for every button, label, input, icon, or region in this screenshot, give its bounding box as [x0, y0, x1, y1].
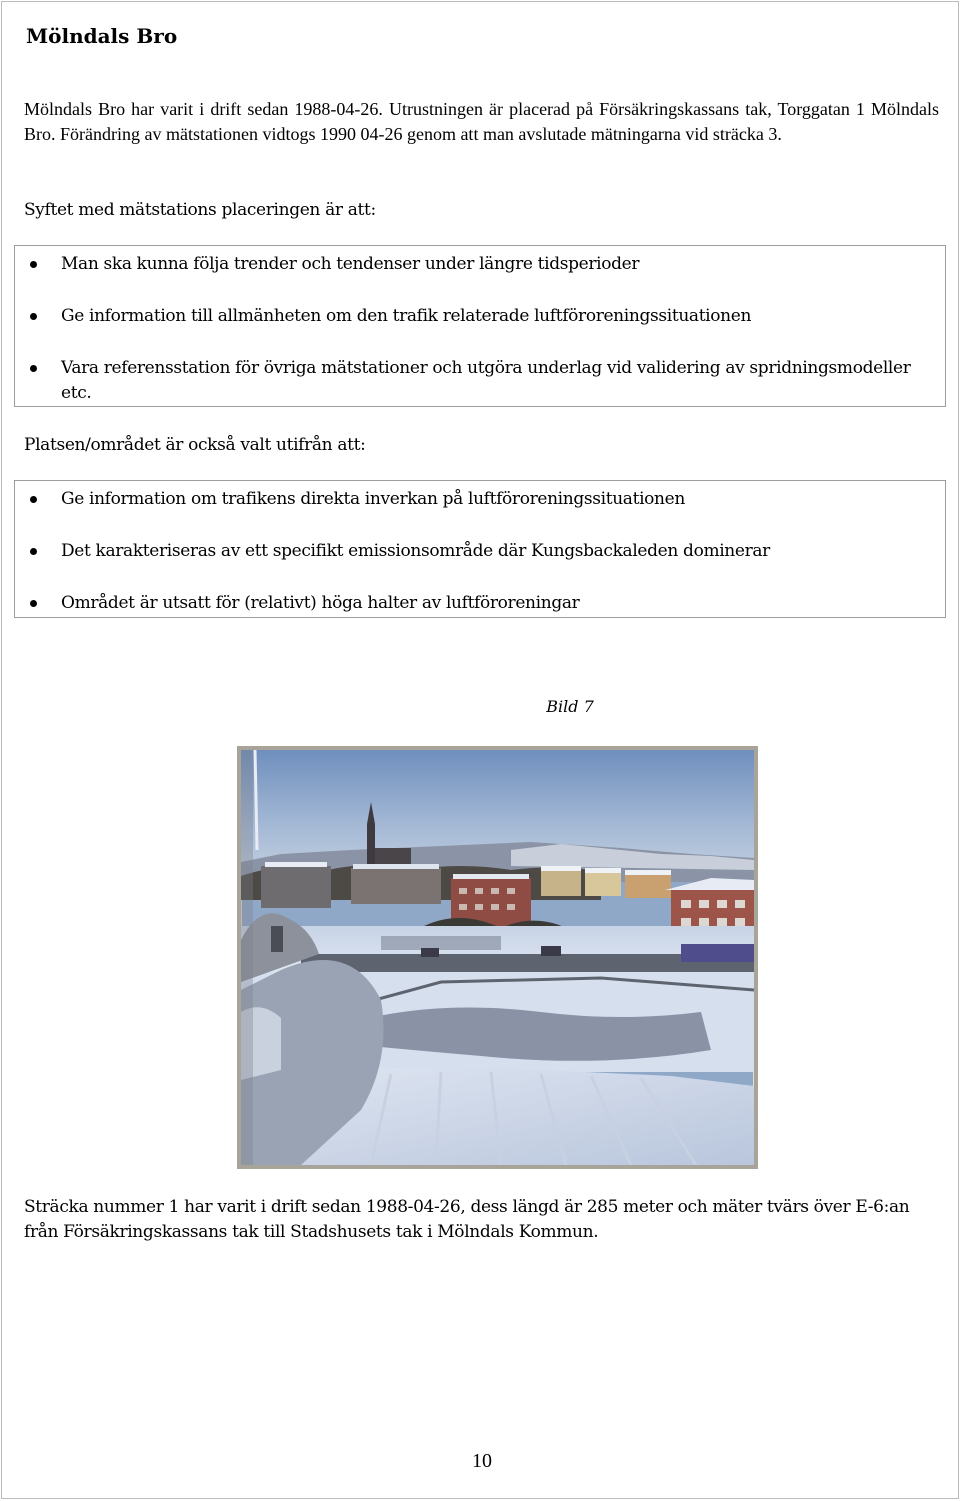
list-item	[15, 252, 945, 277]
purpose-list	[14, 245, 946, 407]
list-item-text: Vara referensstation för övriga mätstationer och utgöra underlag vid validering av spridningsmodeller etc.	[61, 358, 911, 403]
winter-city-view-photo	[241, 750, 754, 1165]
list-item	[15, 487, 945, 512]
bullet-dot-icon	[30, 313, 37, 320]
bullet-dot-icon	[30, 548, 37, 555]
list-item	[15, 539, 945, 564]
page-number: 10	[472, 1450, 492, 1472]
list-item	[15, 304, 945, 329]
site-list	[14, 480, 946, 618]
bullet-dot-icon	[30, 261, 37, 268]
site-lead: Platsen/området är också valt utifrån att:	[24, 435, 366, 455]
figure-caption: Bild 7	[546, 697, 594, 716]
document-page	[1, 1, 959, 1499]
section-heading: Mölndals Bro	[26, 24, 178, 48]
section-paragraph: Sträcka nummer 1 har varit i drift sedan 1988-04-26, dess längd är 285 meter och mäter tvärs över E-6:an från Försäkringskassans tak till Stadshusets tak i Mölndals Kommun.	[24, 1197, 910, 1242]
list-item	[15, 356, 945, 406]
figure-photo	[237, 746, 758, 1169]
list-item-text: Man ska kunna följa trender och tendenser under längre tidsperioder	[61, 254, 640, 274]
list-item-text: Ge information till allmänheten om den trafik relaterade luftföroreningssituationen	[61, 306, 752, 326]
list-item-text: Ge information om trafikens direkta inverkan på luftföroreningssituationen	[61, 489, 685, 509]
bullet-dot-icon	[30, 365, 37, 372]
list-item-text: Området är utsatt för (relativt) höga halter av luftföroreningar	[61, 593, 580, 613]
purpose-lead: Syftet med mätstations placeringen är att:	[24, 200, 376, 220]
intro-paragraph: Mölndals Bro har varit i drift sedan 1988-04-26. Utrustningen är placerad på Försäkringskassans tak, Torggatan 1 Mölndals Bro. Förändring av mätstationen vidtogs 1990 04-26 genom att man avslutade mätningarna vid sträcka 3.	[24, 99, 939, 144]
list-item-text: Det karakteriseras av ett specifikt emissionsområde där Kungsbackaleden dominerar	[61, 541, 770, 561]
list-item	[15, 591, 945, 616]
bullet-dot-icon	[30, 600, 37, 607]
bullet-dot-icon	[30, 496, 37, 503]
